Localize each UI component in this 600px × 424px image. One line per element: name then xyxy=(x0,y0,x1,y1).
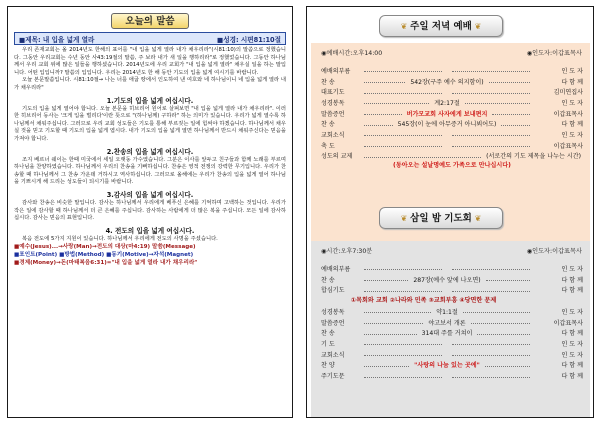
sermon-scripture: ■성경: 시편81:10절 xyxy=(217,35,281,44)
order-row: 말씀증언 야고보서 개론 이갑표목사 xyxy=(321,319,584,327)
order-row: 예배의부름 인 도 자 xyxy=(321,265,583,273)
wednesday-leader: ◉인도자:이갑표목사 xyxy=(526,248,582,255)
sermon-header xyxy=(14,32,286,45)
order-row: 성경봉독 계2:17절 인 도 자 xyxy=(321,99,583,107)
section-body-3: 감사와 찬송은 비슷한 말입니다. 감사는 하나님께서 우리에게 베푸신 은혜를 기억하며 고백하는 것입니다. 우리가 작은 일에 감사할 때 하나님께서 더 큰 은혜를 주십니다. 감사하는 사람에게 더 많은 복을 주십니다. 모든 일에 감사하십시다. 감사는 믿음의 표현입니다. xyxy=(14,199,286,222)
summary-line-1: ■예수(Jesus)...→사랑(Man)→전도의 대상(마4:19) 말씀(Message) xyxy=(14,244,196,251)
prayer-topics: ①목회와 교회 ②나라와 민족 ③교회부흥 ④당면한 문제 xyxy=(351,297,497,305)
section-heading-4: 4. 전도의 입을 넓게 여십시다. xyxy=(105,226,195,235)
evening-order-list xyxy=(321,65,583,172)
section-body-2: 조지 베르너 쉐이는 한때 미국에서 세일 오랫동 가수였습니다. 그분은 이사를 앞두고 친구들과 함께 노래를 부르며 하나님을 찬양하였습니다. 하나님께서 우리의 찬송을 기뻐하십니다. 찬송은 영적 전쟁의 강력한 무기입니다. 우리가 찬송할 때 하나님께서 그 찬송 가운데 거하시고 역사하십니다. 그러므로 올해에는 우리가 찬송의 입을 넓게 열어 하나님을 기쁘시게 해 드리는 성도들이 되시기를 바랍니다. xyxy=(14,156,286,186)
wednesday-time: ◉시간:오후7:30분 xyxy=(321,248,373,255)
text-paragraph: 오늘 본문말씀입니다. 시81:10절→ 나는 너를 애굽 땅에서 인도하여 낸 여호와 네 하나님이니 네 입을 넓게 열라 내가 채우리라" xyxy=(14,77,286,91)
section-heading-1: 1.기도의 입을 넓게 여십시다. xyxy=(106,96,194,105)
wednesday-info xyxy=(311,243,590,261)
evening-note: (동아오는 설날명예도 가족으로 만나십시다) xyxy=(393,162,511,170)
ornament-icon: ❦ xyxy=(471,214,482,223)
evening-time: ◉예배시간:오후14:00 xyxy=(321,50,383,57)
wednesday-service-title: ❦ 삼일 밤 기도회 ❦ xyxy=(379,207,503,229)
order-row: 성도의 교제 (서로간의 기도 제목을 나누는 시간) xyxy=(321,153,581,161)
summary-line-3: ■경제(Money)→돈(마태복음6:31)="내 입을 넓게 열라 내가 채우리라" xyxy=(14,260,198,267)
order-row: 축 도 이갑표목사 xyxy=(321,142,583,150)
order-row: 말씀증언 버가모교회 사자에게 보내편지 이갑표목사 xyxy=(321,110,583,118)
sermon-page xyxy=(7,6,293,418)
order-row: 찬 송 545장(이 눈에 아무증거 아니뵈어도) 다 함 께 xyxy=(321,121,584,129)
evening-leader: ◉인도자:이갑표목사 xyxy=(526,50,582,57)
todays-word-banner: 오늘의 말씀 xyxy=(111,13,189,29)
worship-order-page xyxy=(306,6,594,418)
order-row: 성경봉독 약1:1절 인 도 자 xyxy=(321,308,583,316)
evening-service-title: ❦ 주일 저녁 예배 ❦ xyxy=(379,15,503,37)
ornament-icon: ❦ xyxy=(471,22,482,31)
sermon-title: ■제목: 내 입을 넓게 열라 xyxy=(19,35,95,44)
order-row: 찬 양 "사랑의 나눔 있는 곳에" 다 함 께 xyxy=(321,362,584,370)
order-row: 예배의부름 인 도 자 xyxy=(321,67,583,75)
intro-paragraph: 우리 존재교회는 올 2014년도 한해의 표어를 "내 입을 넓게 열라 내가 채우리라"(시81:10)의 말씀으로 정했습니다. 그동안 우리교회는 수년 동안 사43:19절의 말씀, 주 보라 내가 새 일을 행하리라"로 정했었습니다. 그동안 하나님께서 우리 교회 위에 많은 일들을 행하셨습니다. 2014년도에 우리 교회가 "내 입을 넓게 열라" 채우실 일을 하는 말입니다. 어떤 입입니까? 말씀의 입입니다. 우리는 2014년도 한 해 동안 기도의 입을 넓게 여시기를 바랍니다. xyxy=(14,47,286,76)
order-row: 찬 송 314대 주를 거쳐이 다 함 께 xyxy=(321,330,584,338)
order-row: 찬 송 542장(구주 예수 의지함이) 다 함 께 xyxy=(321,78,583,86)
section-body-4: 복음 전도에 5가지 지원이 있습니다. 하나님께서 우리에게 전도의 사명을 주셨습니다. xyxy=(22,235,218,242)
order-row: 교회소식 인 도 자 xyxy=(321,351,583,359)
order-row: 주기도문 다 함 께 xyxy=(321,373,583,381)
wednesday-order-list xyxy=(321,263,583,381)
summary-line-2: ■포인트(Point) ■방법(Method) ■동기(Motive)→자석(Magnet) xyxy=(14,252,194,259)
section-heading-2: 2.찬송의 입을 넓게 여십시다. xyxy=(106,147,194,156)
evening-info xyxy=(311,45,590,63)
order-row: 대표기도 김미연집사 xyxy=(321,89,583,97)
section-body-1: 기도의 입을 넓게 열어야 합니다. 오늘 본문을 히브리어 원어로 살펴보면 "내 입을 넓게 열라 내가 채우리라". 이러한 히브리어 동사는 '크게 입을 벌리다'이란 뜻으로 "(하나님께) 구하라" 하는 의미가 있습니다. 우리가 넓게 열수록 하나님께서 채워주십니다. 그러므로 우리 교회 성도들은 기도를 통해 부르짖는 일에 힘써야 하겠습니다. 하나님께서 채우실 것을 믿고 기도할 때 기도의 입을 넓게 엽시다. 내가 기도의 입을 넓게 열면 하나님께서 반드시 채워주신다는 믿음을 가져야 합니다. xyxy=(14,105,286,142)
order-row: 합심기도 다 함 께 xyxy=(321,287,583,295)
section-heading-3: 3.감사의 입을 넓게 여십시다. xyxy=(106,190,194,199)
order-row: 기 도 인 도 자 xyxy=(321,340,583,348)
order-row: 찬 송 287장(예수 앞에 나오면) 다 함 께 xyxy=(321,276,584,284)
ornament-icon: ❦ xyxy=(400,214,411,223)
ornament-icon: ❦ xyxy=(400,22,411,31)
order-row: 교회소식 인 도 자 xyxy=(321,131,583,139)
